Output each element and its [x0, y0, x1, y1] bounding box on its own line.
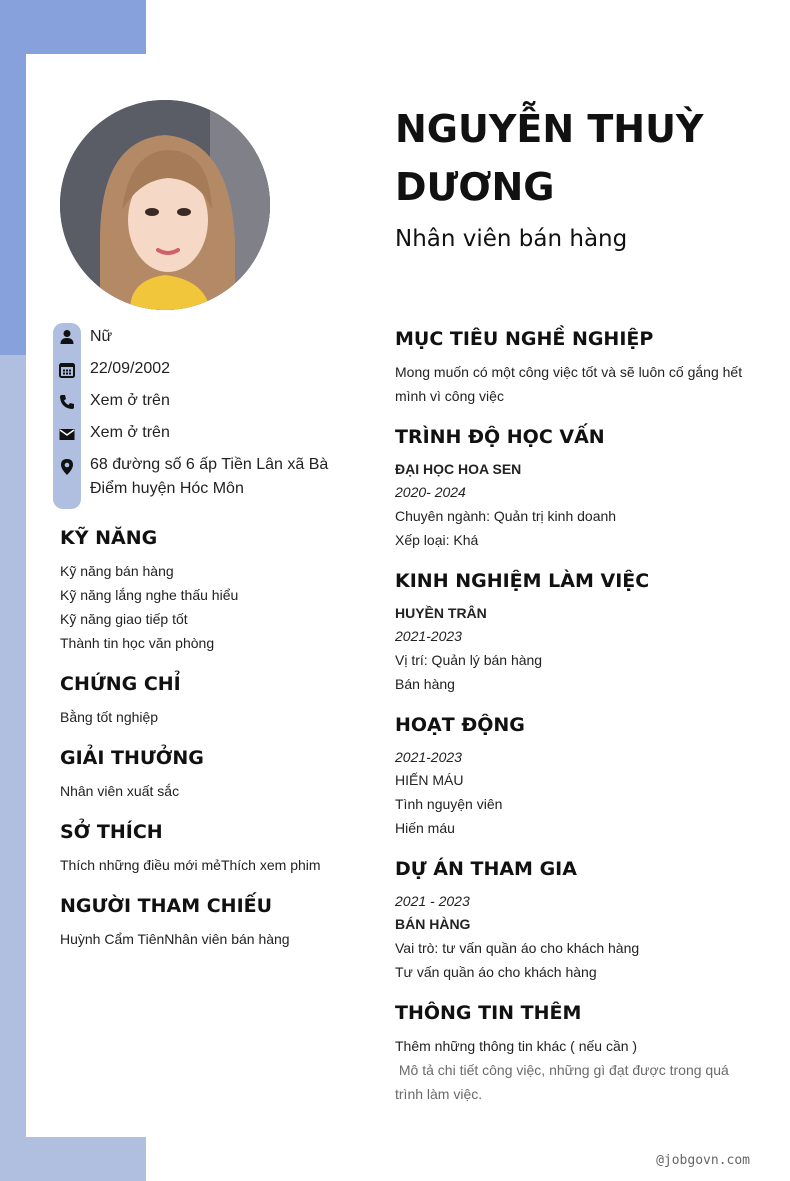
projects-role: Vai trò: tư vấn quần áo cho khách hàng	[395, 940, 640, 956]
skill-item: Thành tin học văn phòng	[60, 635, 215, 651]
projects-title: BÁN HÀNG	[395, 916, 471, 932]
projects-description: Tư vấn quần áo cho khách hàng	[395, 964, 597, 980]
job-title: Nhân viên bán hàng	[395, 226, 628, 252]
experience-position: Vị trí: Quản lý bán hàng	[395, 652, 543, 668]
calendar-icon	[58, 361, 76, 379]
contact-icon-bar	[53, 323, 81, 509]
candidate-name: NGUYỄN THUỲ DƯƠNG	[395, 107, 704, 209]
objective-line: mình vì công việc	[395, 388, 504, 404]
skills-heading: KỸ NĂNG	[60, 527, 158, 549]
location-pin-icon	[58, 458, 76, 476]
objective-heading: MỤC TIÊU NGHỀ NGHIỆP	[395, 328, 654, 350]
watermark: @jobgovn.com	[656, 1153, 750, 1168]
projects-period: 2021 - 2023	[395, 893, 470, 909]
email-icon	[58, 425, 76, 443]
activities-period: 2021-2023	[395, 749, 462, 765]
certificates-heading: CHỨNG CHỈ	[60, 673, 181, 695]
activities-heading: HOẠT ĐỘNG	[395, 714, 525, 736]
contact-address: 68 đường số 6 ấp Tiền Lân xã Bà Điểm huyện Hóc Môn	[90, 456, 329, 497]
profile-photo	[60, 100, 270, 310]
education-period: 2020- 2024	[395, 484, 466, 500]
additional-text: Thêm những thông tin khác ( nếu cần )	[395, 1038, 638, 1054]
awards-heading: GIẢI THƯỞNG	[60, 747, 204, 769]
experience-heading: KINH NGHIỆM LÀM VIỆC	[395, 570, 650, 592]
phone-icon	[58, 393, 76, 411]
experience-company: HUYỀN TRÂN	[395, 605, 487, 621]
contact-phone: Xem ở trên	[90, 392, 170, 409]
projects-heading: DỰ ÁN THAM GIA	[395, 858, 577, 880]
hobbies-heading: SỞ THÍCH	[60, 821, 163, 843]
objective-line: Mong muốn có một công việc tốt và sẽ luôn cố gắng hết	[395, 364, 743, 380]
references-heading: NGƯỜI THAM CHIẾU	[60, 895, 273, 917]
education-heading: TRÌNH ĐỘ HỌC VẤN	[395, 426, 605, 448]
skill-item: Kỹ năng lắng nghe thấu hiểu	[60, 587, 239, 603]
activities-description: Hiến máu	[395, 820, 455, 836]
additional-heading: THÔNG TIN THÊM	[395, 1002, 582, 1024]
hobbies-text: Thích những điều mới mẻThích xem phim	[60, 857, 321, 873]
portrait-illustration	[60, 100, 270, 310]
person-icon	[58, 328, 76, 346]
skill-item: Kỹ năng giao tiếp tốt	[60, 611, 188, 627]
education-grade: Xếp loại: Khá	[395, 532, 479, 548]
experience-period: 2021-2023	[395, 628, 462, 644]
references-text: Huỳnh Cẩm TiênNhân viên bán hàng	[60, 931, 290, 947]
additional-hint-line: trình làm việc.	[395, 1086, 483, 1102]
experience-description: Bán hàng	[395, 676, 455, 692]
contact-email: Xem ở trên	[90, 424, 170, 441]
contact-birthday: 22/09/2002	[90, 360, 171, 377]
award-item: Nhân viên xuất sắc	[60, 783, 180, 799]
certificate-item: Bằng tốt nghiệp	[60, 709, 159, 725]
activities-title: HIẾN MÁU	[395, 772, 464, 788]
additional-hint-line: Mô tả chi tiết công việc, những gì đạt được trong quá	[395, 1062, 729, 1078]
contact-gender: Nữ	[90, 328, 113, 345]
activities-role: Tình nguyện viên	[395, 796, 503, 812]
skill-item: Kỹ năng bán hàng	[60, 563, 174, 579]
education-major: Chuyên ngành: Quản trị kinh doanh	[395, 508, 617, 524]
education-school: ĐẠI HỌC HOA SEN	[395, 461, 522, 477]
